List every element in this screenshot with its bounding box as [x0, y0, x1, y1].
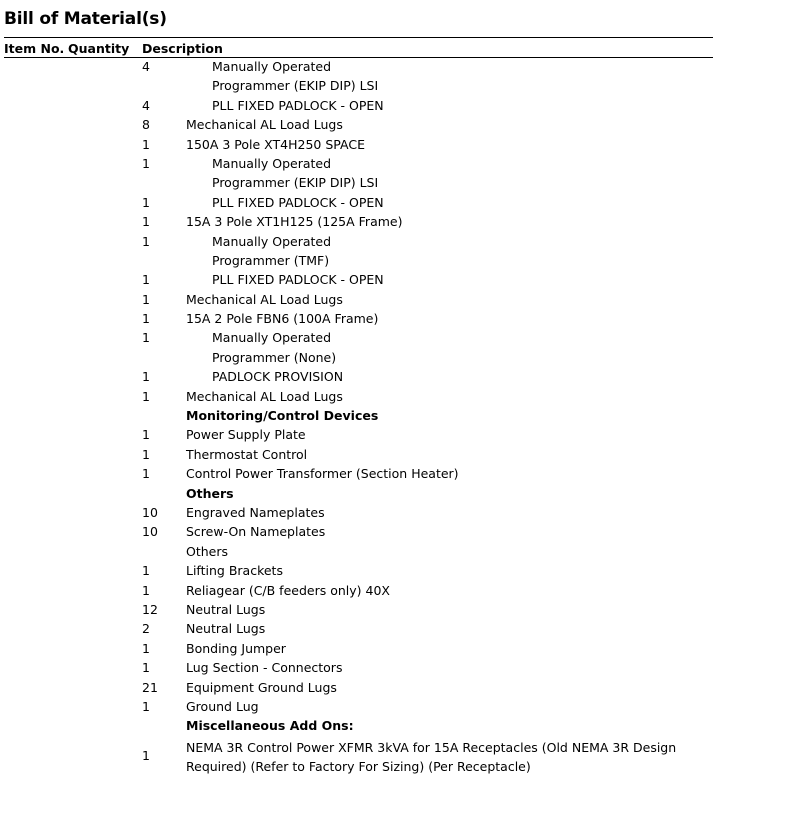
column-header-description: Description — [142, 41, 223, 56]
row-quantity: 1 — [142, 427, 150, 443]
row-description: PLL FIXED PADLOCK - OPEN — [212, 194, 384, 210]
table-row — [0, 369, 788, 388]
row-quantity: 1 — [142, 446, 150, 462]
table-row — [0, 272, 788, 291]
table-row — [0, 311, 788, 330]
row-description: Programmer (None) — [212, 349, 337, 365]
row-quantity: 1 — [142, 311, 150, 327]
table-row — [0, 408, 788, 427]
row-quantity: 1 — [142, 640, 150, 656]
row-quantity: 4 — [142, 59, 150, 74]
page-title: Bill of Material(s) — [4, 9, 167, 29]
row-description: 150A 3 Pole XT4H250 SPACE — [186, 136, 365, 152]
row-quantity: 1 — [142, 214, 150, 230]
row-quantity: 1 — [142, 466, 150, 482]
section-heading: Others — [186, 485, 234, 501]
row-quantity: 1 — [142, 272, 150, 288]
table-row — [0, 621, 788, 640]
row-description: Power Supply Plate — [186, 427, 306, 443]
row-quantity: 1 — [142, 388, 150, 404]
table-row — [0, 544, 788, 563]
row-description: Lifting Brackets — [186, 563, 283, 579]
row-quantity: 10 — [142, 504, 158, 520]
table-row — [0, 175, 788, 194]
row-description: Neutral Lugs — [186, 601, 266, 617]
row-description: PLL FIXED PADLOCK - OPEN — [212, 272, 384, 288]
row-description: Mechanical AL Load Lugs — [186, 117, 343, 133]
row-quantity: 2 — [142, 621, 150, 637]
table-row — [0, 137, 788, 156]
row-quantity: 8 — [142, 117, 150, 133]
row-quantity: 1 — [142, 582, 150, 598]
section-heading: Miscellaneous Add Ons: — [186, 718, 354, 734]
row-description: Ground Lug — [186, 698, 259, 714]
table-row — [0, 466, 788, 485]
row-description: Control Power Transformer (Section Heater) — [186, 466, 459, 482]
table-row — [0, 447, 788, 466]
row-quantity: 1 — [142, 563, 150, 579]
row-quantity: 1 — [142, 291, 150, 307]
table-row — [0, 699, 788, 718]
row-description: NEMA 3R Control Power XFMR 3kVA for 15A Receptacles (Old NEMA 3R Design Required) (Refer to Factory For Sizing) (Per Receptacle) — [186, 739, 677, 775]
row-description: Manually Operated — [212, 59, 332, 74]
table-row — [0, 78, 788, 97]
table-row — [0, 98, 788, 117]
table-row — [0, 59, 788, 78]
row-description: Manually Operated — [212, 330, 332, 346]
row-description: 15A 2 Pole FBN6 (100A Frame) — [186, 311, 379, 327]
row-description: Programmer (TMF) — [212, 252, 330, 268]
row-description: 15A 3 Pole XT1H125 (125A Frame) — [186, 214, 403, 230]
row-description: Equipment Ground Lugs — [186, 679, 337, 695]
table-row — [0, 195, 788, 214]
row-quantity: 21 — [142, 679, 158, 695]
row-quantity: 1 — [142, 330, 150, 346]
row-description: Screw-On Nameplates — [186, 524, 326, 540]
table-row — [0, 156, 788, 175]
table-row — [0, 641, 788, 660]
row-description: Mechanical AL Load Lugs — [186, 291, 343, 307]
section-heading: Monitoring/Control Devices — [186, 408, 379, 424]
table-row — [0, 486, 788, 505]
table-row — [0, 350, 788, 369]
table-row — [0, 214, 788, 233]
bom-table-body — [0, 59, 788, 776]
header-bottom-rule — [4, 57, 713, 58]
row-quantity: 1 — [142, 155, 150, 171]
table-row — [0, 330, 788, 349]
row-description: Programmer (EKIP DIP) LSI — [212, 78, 379, 94]
row-description: Engraved Nameplates — [186, 504, 325, 520]
row-description: Neutral Lugs — [186, 621, 266, 637]
column-header-item-no: Item No. — [4, 41, 65, 56]
row-quantity: 1 — [142, 747, 150, 763]
row-quantity: 1 — [142, 369, 150, 385]
table-row — [0, 602, 788, 621]
row-description: Mechanical AL Load Lugs — [186, 388, 343, 404]
row-description: Thermostat Control — [186, 446, 308, 462]
row-quantity: 4 — [142, 97, 150, 113]
table-row — [0, 718, 788, 737]
row-quantity: 10 — [142, 524, 158, 540]
table-row — [0, 524, 788, 543]
row-description: Reliagear (C/B feeders only) 40X — [186, 582, 390, 598]
header-top-rule — [4, 37, 713, 38]
table-row — [0, 583, 788, 602]
row-quantity: 1 — [142, 136, 150, 152]
table-row — [0, 680, 788, 699]
column-header-quantity: Quantity — [68, 41, 130, 56]
row-description: Programmer (EKIP DIP) LSI — [212, 175, 379, 191]
row-description: Manually Operated — [212, 155, 332, 171]
table-row — [0, 660, 788, 679]
table-row — [0, 253, 788, 272]
row-quantity: 1 — [142, 233, 150, 249]
row-quantity: 1 — [142, 194, 150, 210]
row-description: PADLOCK PROVISION — [212, 369, 344, 385]
table-row — [0, 738, 788, 777]
row-quantity: 1 — [142, 660, 150, 676]
table-row — [0, 505, 788, 524]
row-quantity: 12 — [142, 601, 158, 617]
row-description: Bonding Jumper — [186, 640, 286, 656]
table-row — [0, 427, 788, 446]
row-description: Others — [186, 543, 229, 559]
table-row — [0, 563, 788, 582]
row-description: Lug Section - Connectors — [186, 660, 343, 676]
row-description: Manually Operated — [212, 233, 332, 249]
table-row — [0, 117, 788, 136]
row-description: PLL FIXED PADLOCK - OPEN — [212, 97, 384, 113]
table-row — [0, 389, 788, 408]
row-quantity: 1 — [142, 698, 150, 714]
table-row — [0, 234, 788, 253]
table-row — [0, 292, 788, 311]
